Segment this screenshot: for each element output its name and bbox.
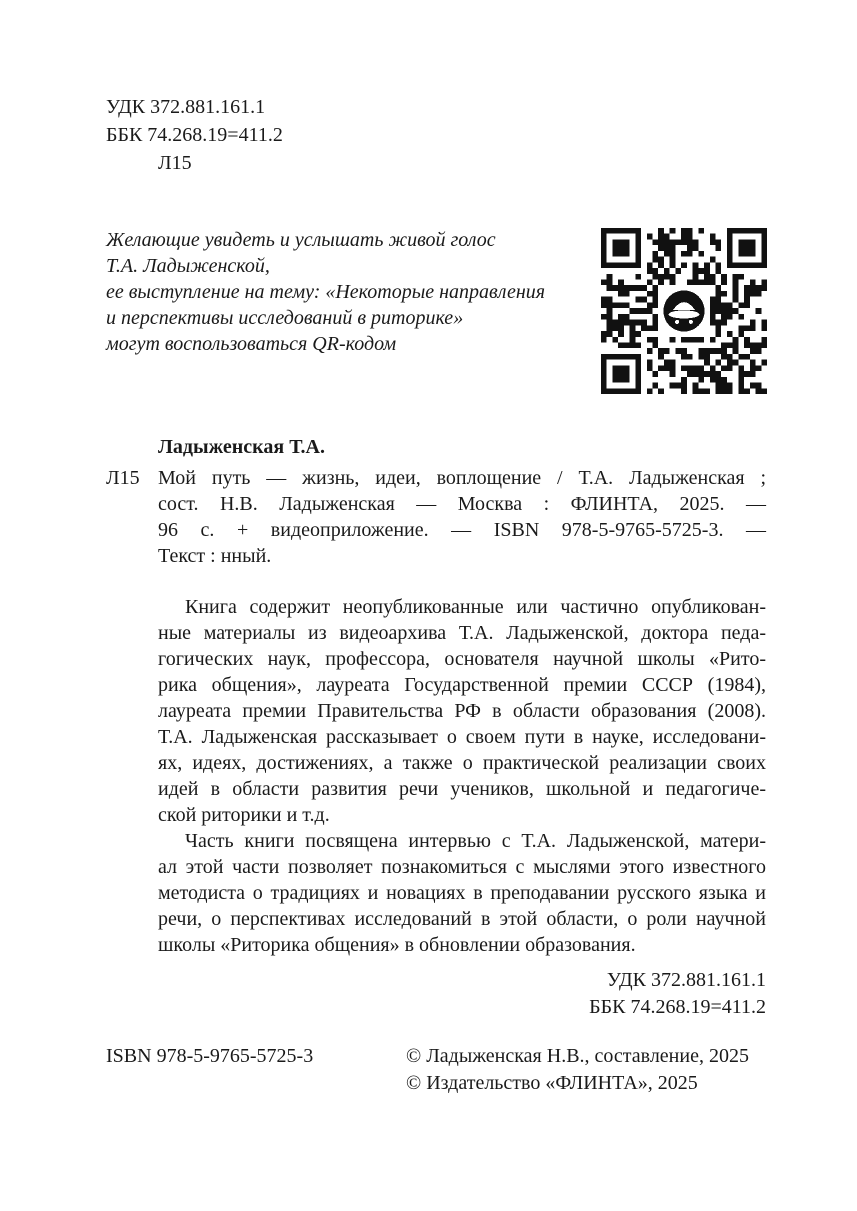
annotation-line: Книга содержит неопубликованные или частично опубликован- <box>185 596 766 618</box>
qr-note-line: Т.А. Ладыженской, <box>106 255 270 277</box>
annotation-line: Т.А. Ладыженская рассказывает о своем пути в науке, исследовани- <box>158 726 766 748</box>
qr-code-icon[interactable] <box>601 228 767 394</box>
annotation-line: ные материалы из видеоархива Т.А. Ладыженской, доктора педа- <box>158 622 766 644</box>
annotation-line: ской риторики и т.д. <box>158 804 330 826</box>
qr-note-line: Желающие увидеть и услышать живой голос <box>106 229 496 251</box>
bottom-classification <box>589 967 766 1021</box>
copyright-compiler: © Ладыженская Н.В., составление, 2025 <box>406 1045 749 1067</box>
bib-line: Текст : нный. <box>158 545 272 567</box>
qr-invitation-text <box>106 227 545 357</box>
copyright-publisher: © Издательство «ФЛИНТА», 2025 <box>406 1072 698 1094</box>
annotation-line: методиста о традициях и новациях в преподавании русского языка и <box>158 882 766 904</box>
qr-note-line: могут воспользоваться QR-кодом <box>106 333 397 355</box>
annotation-line: лауреата премии Правительства РФ в области образования (2008). <box>158 700 766 722</box>
annotation-line: ях, идеях, достижениях, а также о практической реализации своих <box>158 752 766 774</box>
qr-note-line: и перспективы исследований в риторике» <box>106 307 464 329</box>
annotation-line: ал этой части позволяет познакомиться с мыслями этого известного <box>158 856 766 878</box>
annotation-line: Часть книги посвящена интервью с Т.А. Ладыженской, матери- <box>185 830 766 852</box>
annotation-line: идей в области развития речи учеников, школьной и педагогиче- <box>158 778 766 800</box>
annotation-line: рика общения», лауреата Государственной премии СССР (1984), <box>158 674 766 696</box>
qr-note-line: ее выступление на тему: «Некоторые направления <box>106 281 546 303</box>
classification-block <box>106 93 283 177</box>
bbk-code: ББК 74.268.19=411.2 <box>106 124 283 146</box>
bbk-code-bottom: ББК 74.268.19=411.2 <box>589 996 766 1018</box>
annotation-line: школы «Риторика общения» в обновлении образования. <box>158 934 636 956</box>
isbn-number: ISBN 978-5-9765-5725-3 <box>106 1045 314 1067</box>
bib-line: сост. Н.В. Ладыженская — Москва : ФЛИНТА, 2025. — <box>158 493 766 515</box>
ufo-icon <box>663 290 704 331</box>
bib-line: 96 с. + видеоприложение. — ISBN 978-5-9765-5725-3. — <box>158 519 766 541</box>
bibliographic-description <box>158 465 766 569</box>
bib-line: Мой путь — жизнь, идеи, воплощение / Т.А. Ладыженская ; <box>158 467 766 489</box>
annotation-line: гогических наук, профессора, основателя научной школы «Рито- <box>158 648 766 670</box>
annotation-line: речи, о перспективах исследований в этой области, о роли научной <box>158 908 766 930</box>
author-heading: Ладыженская Т.А. <box>158 436 325 458</box>
udk-code-bottom: УДК 372.881.161.1 <box>606 969 766 991</box>
annotation <box>158 594 766 958</box>
author-sign: Л15 <box>158 152 192 174</box>
qr-code-graphic <box>601 228 767 394</box>
bibliographic-code: Л15 <box>106 467 140 489</box>
copyright-block <box>406 1043 749 1097</box>
udk-code: УДК 372.881.161.1 <box>106 96 266 118</box>
